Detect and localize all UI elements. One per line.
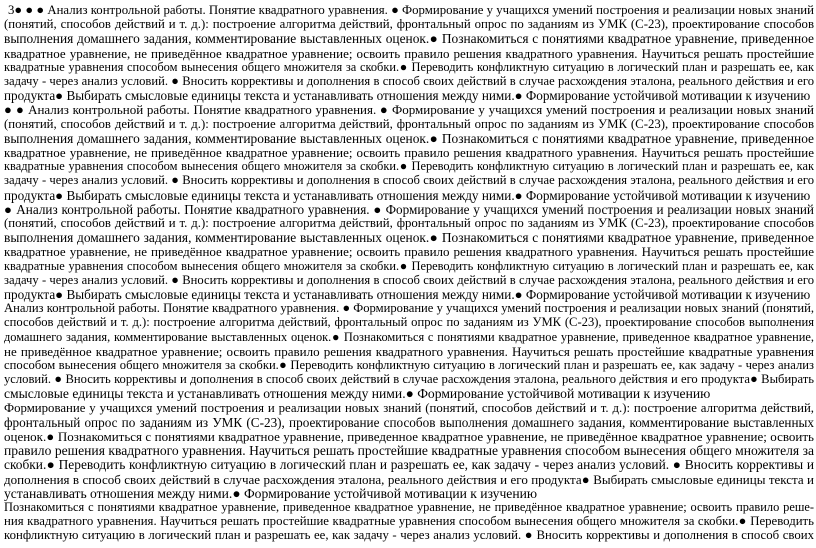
text-line: ● ● Анализ контрольной работы. Понятие квадратного уравнения. ● Формирование у учащихся умений построения и реализации новых знаний <box>4 102 814 118</box>
text-line: конфликтную ситуацию в логический план и разрешать ее, как задачу - через анализ условий. ● Вносить коррективы и дополнения в способ своих <box>4 528 814 543</box>
text-line: способов действий и т. д.): построение алгоритма действий, фронтальный опрос по заданиям из УМК (С-23), проектирование способов выполнения <box>4 315 814 330</box>
text-line: выполнения домашнего задания, комментирование выставленных оценок.● Познакомиться с понятиями квадратное уравнение, приведенное <box>4 130 814 146</box>
text-line: (понятий, способов действий и т. д.): построение алгоритма действий, фронтальный опрос по заданиям из УМК (С-23), проектирование способов <box>4 116 814 131</box>
text-line: квадратные уравнения способом вынесения общего множителя за скобки.● Переводить конфликтную ситуацию в логический план и разрешать ее, как <box>4 59 814 74</box>
text-line: квадратное уравнение, не приведённое квадратное уравнение; освоить правило решения квадратного уравнения. Научиться решать простейшие <box>4 145 814 160</box>
text-line: не приведённое квадратное уравнение; освоить правило решения квадратного уравнения. Научиться решать простейшие квадратные уравнения <box>4 343 814 359</box>
text-line: квадратное уравнение, не приведённое квадратное уравнение; освоить правило решения квадратного уравнения. Научиться решать простейшие <box>4 244 814 260</box>
text-line: ● Анализ контрольной работы. Понятие квадратного уравнения. ● Формирование у учащихся умений построения и реализации новых знаний <box>4 201 814 217</box>
text-line: домашнего задания, комментирование выставленных оценок.● Познакомиться с понятиями квадратное уравнение, приведенное квадратное уравнение, <box>4 329 814 344</box>
text-line: 3● ● ● Анализ контрольной работы. Понятие квадратного уравнения. ● Формирование у учащихся умений построения и реализации новых знаний <box>8 3 814 17</box>
text-line: квадратные уравнения способом вынесения общего множителя за скобки.● Переводить конфликтную ситуацию в логический план и разрешать ее, как <box>4 159 814 174</box>
text-line: оценок.● Познакомиться с понятиями квадратное уравнение, приведенное квадратное уравнение, не приведённое квадратное уравнение; освоить <box>4 429 814 444</box>
text-line: скобки.● Переводить конфликтную ситуацию в логический план и разрешать ее, как задачу - через анализ условий. ● Вносить коррективы и <box>4 457 814 473</box>
text-line: ния квадратного уравнения. Научиться решать простейшие квадратные уравнения способом вынесения общего множителя за скобки.● Переводить <box>4 514 814 529</box>
text-line: условий. ● Вносить коррективы и дополнения в способ своих действий в случае расхождения эталона, реального действия и его продукта● Выбирать <box>4 372 814 387</box>
text-line: задачу - через анализ условий. ● Вносить коррективы и дополнения в способ своих действий в случае расхождения эталона, реального действия и его <box>4 173 814 188</box>
text-line: (понятий, способов действий и т. д.): построение алгоритма действий, фронтальный опрос по заданиям из УМК (С-23), проектирование способов <box>4 17 814 32</box>
text-line: продукта● Выбирать смысловые единицы текста и устанавливать отношения между ними.● Формирование устойчивой мотивации к изучению <box>4 88 811 104</box>
text-line: дополнения в способ своих действий в случае расхождения эталона, реального действия и его продукта● Выбирать смысловые единицы текста и <box>4 471 814 487</box>
text-line: (понятий, способов действий и т. д.): построение алгоритма действий, фронтальный опрос по заданиям из УМК (С-23), проектирование способов <box>4 216 814 230</box>
text-line: смысловые единицы текста и устанавливать отношения между ними.● Формирование устойчивой мотивации к изучению <box>4 386 711 402</box>
text-line: выполнения домашнего задания, комментирование выставленных оценок.● Познакомиться с понятиями квадратное уравнение, приведенное <box>4 31 814 47</box>
text-line: выполнения домашнего задания, комментирование выставленных оценок.● Познакомиться с понятиями квадратное уравнение, приведенное <box>4 230 814 246</box>
text-line: продукта● Выбирать смысловые единицы текста и устанавливать отношения между ними.● Формирование устойчивой мотивации к изучению <box>4 187 811 203</box>
text-line: способом вынесения общего множителя за скобки.● Переводить конфликтную ситуацию в логический план и разрешать ее, как задачу - через анализ <box>4 358 814 372</box>
text-line: Формирование у учащихся умений построения и реализации новых знаний (понятий, способов действий и т. д.): построение алгоритма действий, <box>4 400 814 415</box>
text-line: устанавливать отношения между ними.● Формирование устойчивой мотивации к изучению <box>4 485 538 501</box>
text-line: квадратные уравнения способом вынесения общего множителя за скобки.● Переводить конфликтную ситуацию в логический план и разрешать ее, как <box>4 258 814 273</box>
text-line: задачу - через анализ условий. ● Вносить коррективы и дополнения в способ своих действий в случае расхождения эталона, реального действия и его <box>4 272 814 287</box>
text-line: задачу - через анализ условий. ● Вносить коррективы и дополнения в способ своих действий в случае расхождения эталона, реального действия и его <box>4 74 814 88</box>
text-line: квадратное уравнение, не приведённое квадратное уравнение; освоить правило решения квадратного уравнения. Научиться решать простейшие <box>4 45 814 61</box>
text-line: правило решения квадратного уравнения. Научиться решать простейшие квадратные уравнения способом вынесения общего множителя за <box>4 443 814 459</box>
text-line: продукта● Выбирать смысловые единицы текста и устанавливать отношения между ними.● Формирование устойчивой мотивации к изучению <box>4 287 811 302</box>
text-line: Анализ контрольной работы. Понятие квадратного уравнения. ● Формирование у учащихся умений построения и реализации новых знаний (понятий, <box>4 301 814 316</box>
text-line: фронтальный опрос по заданиям из УМК (С-23), проектирование способов выполнения домашнего задания, комментирование выставленных <box>4 414 814 430</box>
text-line: Познакомиться с понятиями квадратное уравнение, приведенное квадратное уравнение, не приведённое квадратное уравнение; освоить правило реше- <box>4 500 814 514</box>
